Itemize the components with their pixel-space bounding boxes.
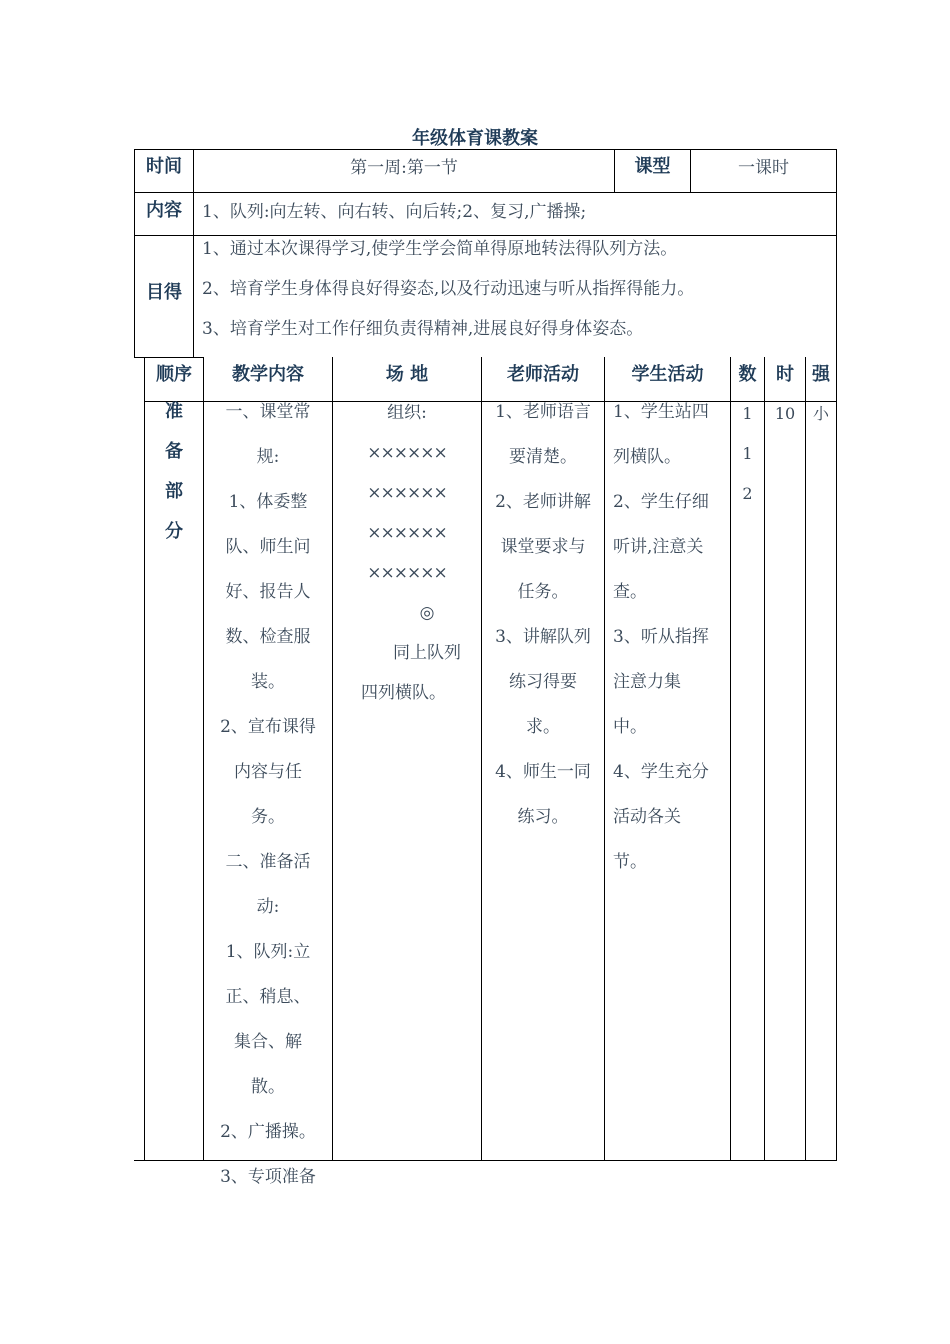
- column-header: 时: [776, 364, 794, 385]
- student-activity-cell: 1、学生站四 列横队。 2、学生仔细 听讲,注意关 查。 3、听从指挥 注意力集 中。 4、学生充分 活动各关 节。: [613, 402, 709, 872]
- document-title: 年级体育课教案: [412, 128, 538, 149]
- time-label: 时间: [146, 156, 182, 177]
- goal-item: 2、培育学生身体得良好得姿态,以及行动迅速与听从指挥得能力。: [202, 279, 695, 299]
- goal-list: [202, 229, 832, 349]
- teacher-activity-cell: 1、老师语言 要清楚。 2、老师讲解 课堂要求与 任务。 3、讲解队列 练习得要 求。 4、师生一同 练习。: [495, 402, 591, 827]
- goal-item: 3、培育学生对工作仔细负责得精神,进展良好得身体姿态。: [202, 319, 644, 339]
- content-value: 1、队列:向左转、向右转、向后转;2、复习,广播操;: [202, 202, 587, 222]
- type-value: 一课时: [738, 158, 789, 178]
- intensity-cell: 小: [812, 404, 829, 423]
- time-value: 第一周:第一节: [350, 158, 458, 178]
- column-header: 场 地: [385, 364, 429, 385]
- order-cell: 准 备 部 分: [165, 401, 183, 542]
- goal-item: 1、通过本次课得学习,使学生学会简单得原地转法得队列方法。: [202, 239, 678, 259]
- teaching-content-cell: 一、课堂常 规: 1、体委整 队、师生问 好、报告人 数、检查服 装。 2、宣布课得 内容与任 务。 二、准备活 动: 1、队列:立 正、稍息、 集合、解 散。 2、广播操。 3、专项准备: [220, 402, 316, 1187]
- column-header: 教学内容: [232, 364, 304, 385]
- goal-label: 目得: [146, 282, 182, 303]
- column-header: 顺序: [156, 364, 192, 385]
- teacher-position-icon: ◎: [419, 603, 435, 623]
- content-label: 内容: [146, 200, 182, 221]
- count-cell: 1 1 2: [742, 404, 753, 503]
- time-cell: 10: [774, 404, 796, 423]
- column-header: 强: [812, 364, 830, 385]
- venue-cell: 组织: ×××××× ×××××× ×××××× ×××××× ◎ 同上队列 四列横队。: [333, 393, 481, 713]
- column-header: 数: [738, 364, 757, 385]
- type-label: 课型: [634, 156, 671, 177]
- column-header: 老师活动: [507, 364, 579, 385]
- column-header: 学生活动: [631, 364, 704, 385]
